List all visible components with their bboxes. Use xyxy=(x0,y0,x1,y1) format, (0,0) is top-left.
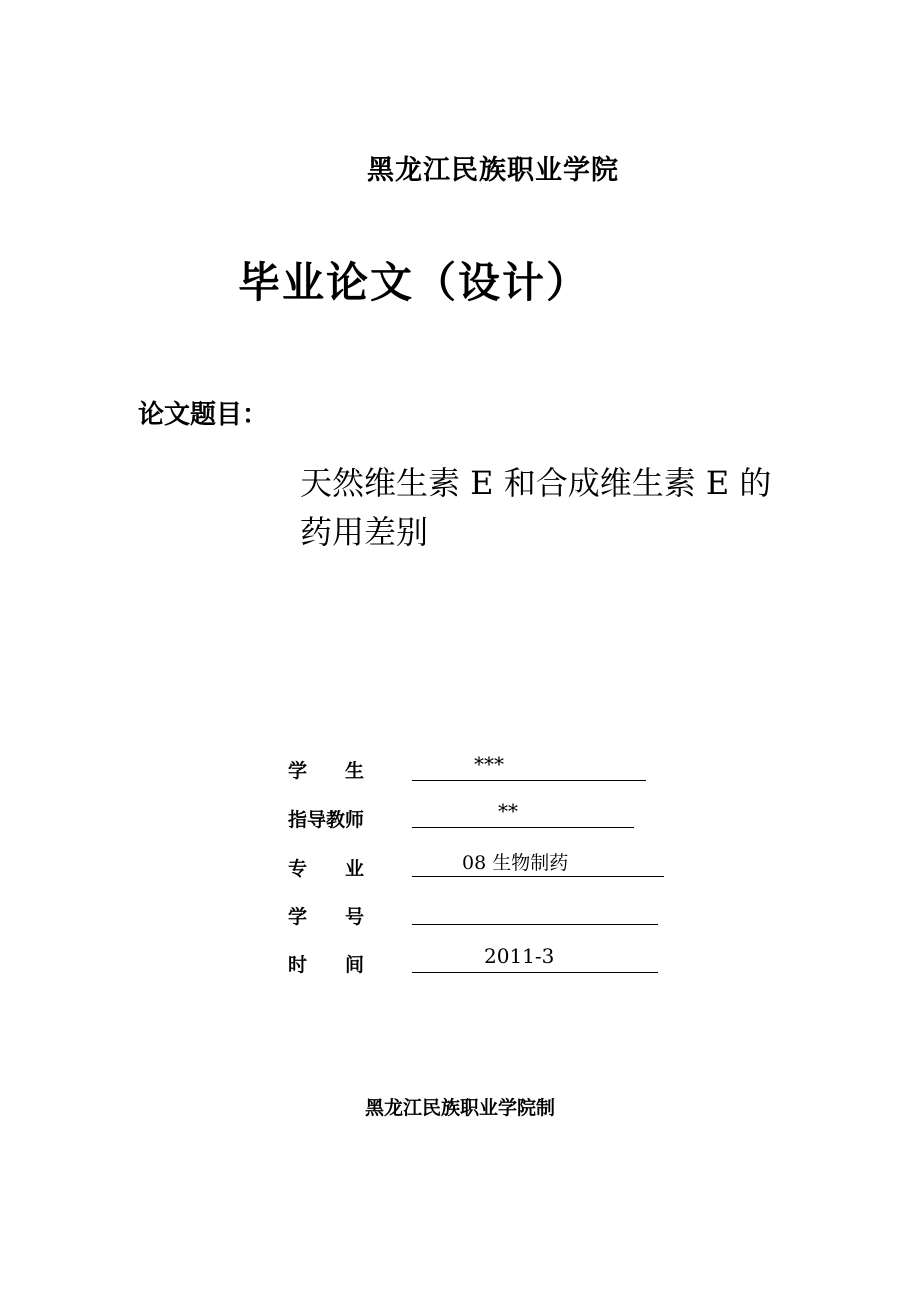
student-label: 学 生 xyxy=(288,760,365,782)
student-value: *** xyxy=(474,752,504,776)
major-value: 08 生物制药 xyxy=(462,852,569,874)
topic-title-line-2: 药用差别 xyxy=(300,513,429,551)
date-label: 时 间 xyxy=(288,954,365,976)
date-field xyxy=(412,944,658,973)
footer-institution: 黑龙江民族职业学院制 xyxy=(364,1097,555,1119)
student-field xyxy=(412,752,646,781)
school-name: 黑龙江民族职业学院 xyxy=(367,155,619,186)
advisor-label: 指导教师 xyxy=(288,809,365,831)
major-field xyxy=(412,848,664,877)
student-id-field xyxy=(412,896,658,925)
student-id-label: 学 号 xyxy=(288,906,365,928)
advisor-value: ** xyxy=(498,799,518,823)
topic-label: 论文题目： xyxy=(138,400,269,430)
advisor-field xyxy=(412,799,634,828)
topic-title-line-1: 天然维生素 E 和合成维生素 E 的 xyxy=(300,464,772,502)
major-label: 专 业 xyxy=(288,858,365,880)
date-value: 2011-3 xyxy=(484,944,555,968)
document-title: 毕业论文（设计） xyxy=(238,258,591,307)
